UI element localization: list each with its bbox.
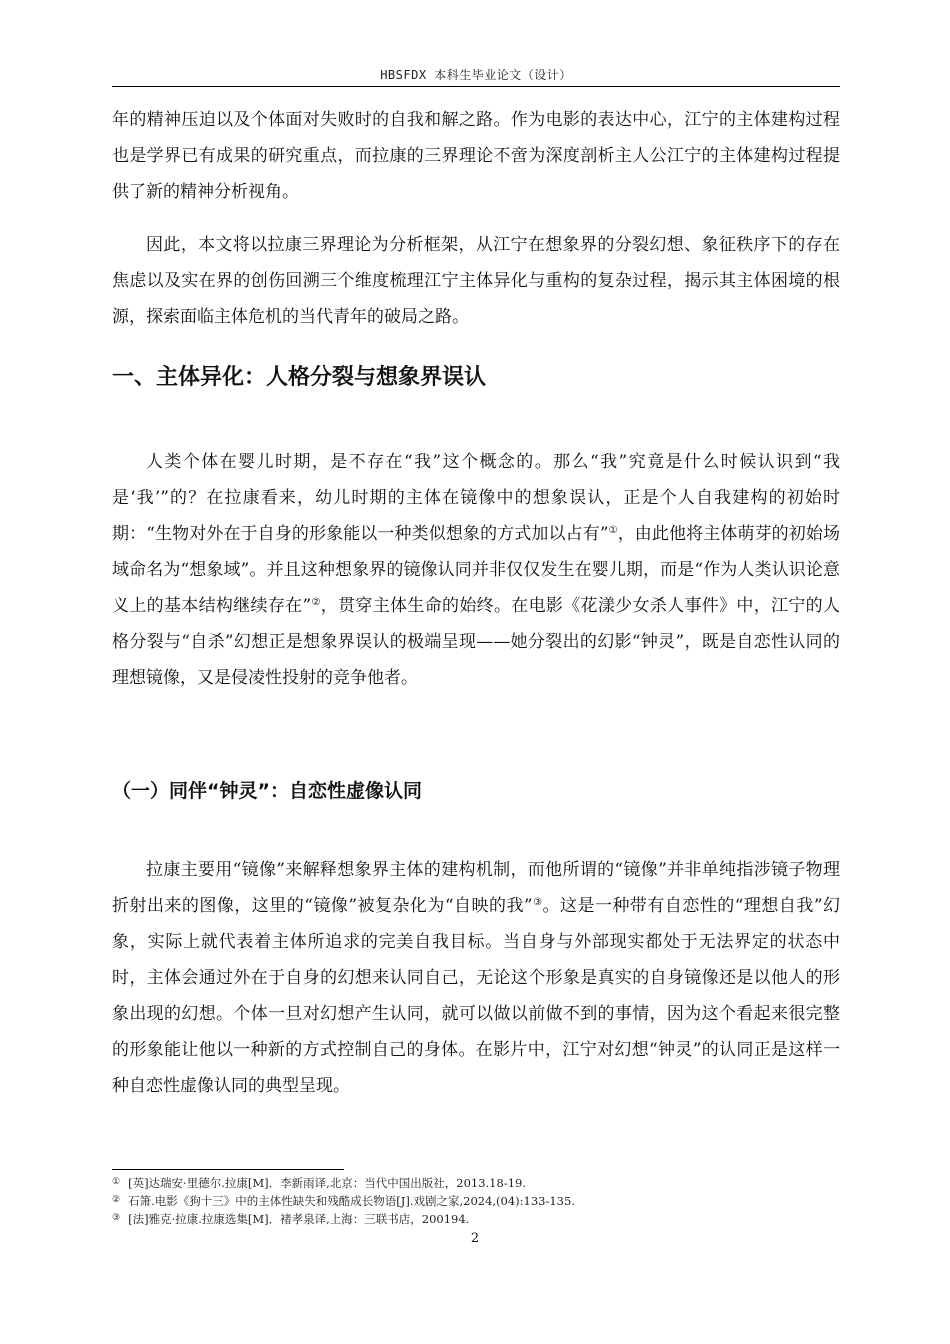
paragraph-intro-end: 年的精神压迫以及个体面对失败时的自我和解之路。作为电影的表达中心，江宁的主体建构过程也是学界已有成果的研究重点，而拉康的三界理论不啻为深度剖析主人公江宁的主体建构过程提供了新的精神分析视角。	[112, 110, 840, 202]
footnote-2	[112, 1192, 840, 1210]
paragraph-text-part-3: ，贯穿主体生命的始终。在电影《花漾少女杀人事件》中，江宁的人格分裂与“自杀”幻想正是想象界误认的极端呈现——她分裂出的幻影“钟灵”，既是自恋性认同的理想镜像，又是侵凌性投射的竞争他者。	[112, 596, 840, 688]
paragraph-mirror-identification	[112, 852, 840, 1104]
footnote-1	[112, 1174, 840, 1192]
footnote-mark: ①	[112, 1177, 121, 1187]
footnotes	[112, 1174, 840, 1228]
footnote-ref-2[interactable]: ②	[311, 597, 321, 608]
footnote-ref-3[interactable]: ③	[532, 897, 543, 908]
footnote-3	[112, 1210, 840, 1228]
paragraph-framework: 因此，本文将以拉康三界理论为分析框架，从江宁在想象界的分裂幻想、象征秩序下的存在焦虑以及实在界的创伤回溯三个维度梳理江宁主体异化与重构的复杂过程，揭示其主体困境的根源，探索面临主体危机的当代青年的破局之路。	[112, 235, 840, 327]
header-divider	[112, 86, 840, 87]
paragraph-text-part-2: ，由此他将主体萌芽的初始场域命名为“想象域”。并且这种想象界的镜像认同并非仅仅发生在婴儿期，而是“作为人类认识论意义上的基本结构继续存在”	[112, 524, 840, 616]
footnote-mark: ③	[112, 1213, 121, 1223]
footnote-mark: ②	[112, 1195, 121, 1205]
footnote-text: [英]达瑞安·里德尔.拉康[M]．李新雨译,北京：当代中国出版社，2013.18-19.	[128, 1176, 526, 1190]
paragraph-imaginary-order	[112, 444, 840, 696]
paragraph-text-part-2: 。这是一种带有自恋性的“理想自我”幻象，实际上就代表着主体所追求的完美自我目标。当自身与外部现实都处于无法界定的状态中时，主体会通过外在于自身的幻想来认同自己，无论这个形象是真实的自身镜像还是以他人的形象出现的幻想。个体一旦对幻想产生认同，就可以做以前做不到的事情，因为这个看起来很完整的形象能让他以一种新的方式控制自己的身体。在影片中，江宁对幻想“钟灵”的认同正是这样一种自恋性虚像认同的典型呈现。	[112, 896, 840, 1096]
footnote-text: 石箫.电影《狗十三》中的主体性缺失和残酷成长物语[J].戏剧之家,2024,(04):133-135.	[128, 1194, 575, 1208]
paragraph-text-part-1: 拉康主要用“镜像”来解释想象界主体的建构机制，而他所谓的“镜像”并非单纯指涉镜子物理折射出来的图像，这里的“镜像”被复杂化为“自映的我”	[112, 860, 840, 916]
page-number: 2	[470, 1231, 480, 1246]
page-header: HBSFDX 本科生毕业论文（设计）	[380, 68, 572, 82]
subsection-heading-1: （一）同伴“钟灵”：自恋性虚像认同	[112, 780, 422, 802]
section-heading-1: 一、主体异化：人格分裂与想象界误认	[112, 365, 487, 390]
footnote-text: [法]雅克·拉康.拉康选集[M]．褚孝泉译,上海：三联书店，200194.	[128, 1212, 470, 1226]
footnote-ref-1[interactable]: ①	[608, 525, 618, 536]
paragraph-text-part-1: 人类个体在婴儿时期，是不存在“我”这个概念的。那么“我”究竟是什么时候认识到“我是‘我’”的？在拉康看来，幼儿时期的主体在镜像中的想象误认，正是个人自我建构的初始时期：“生物对外在于自身的形象能以一种类似想象的方式加以占有”	[112, 452, 840, 544]
footnote-divider	[112, 1169, 344, 1170]
